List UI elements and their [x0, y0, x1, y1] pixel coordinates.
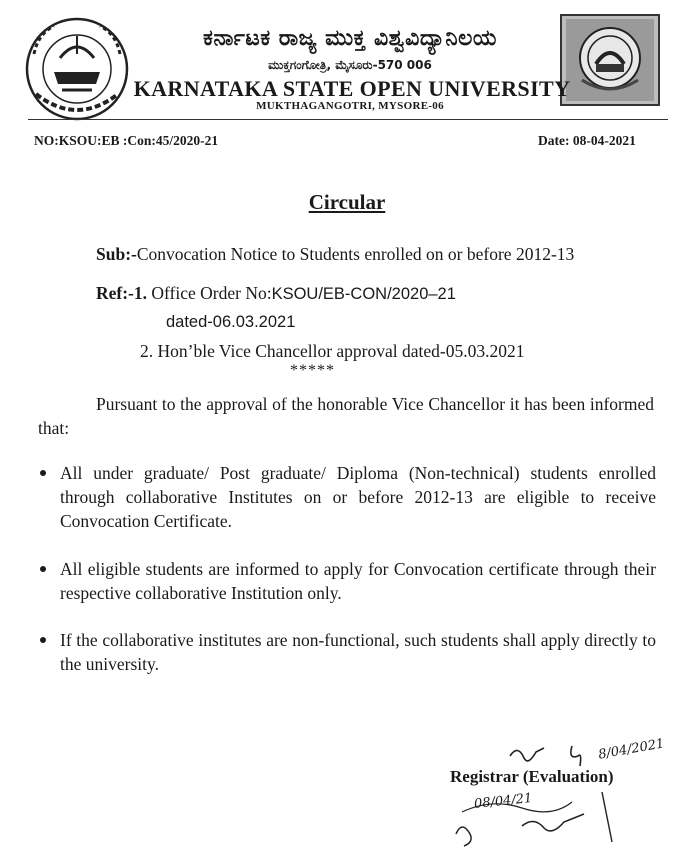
list-item: All eligible students are informed to apply for Convocation certificate through their respective collaborative Institution only.: [60, 559, 656, 603]
list-item: All under graduate/ Post graduate/ Diploma (Non-technical) students enrolled through collaborative Institutes on or before 2012-13 are eligible to receive Convocation Certificate.: [60, 463, 656, 531]
university-seal-logo: [22, 14, 132, 124]
reference-1-prefix: Office Order No:: [151, 283, 272, 303]
handwritten-date-2: 08/04/21: [473, 790, 534, 813]
reference-1: [96, 281, 456, 306]
reference-label: Ref:-1.: [96, 283, 148, 303]
intro-paragraph: Pursuant to the approval of the honorable Vice Chancellor it has been informed that:: [38, 394, 654, 438]
page-title: Circular: [308, 190, 386, 214]
bullet-list-1: [60, 461, 656, 533]
subject-line: [96, 242, 574, 266]
signatory-designation: Registrar (Evaluation): [450, 767, 614, 786]
university-name-kannada: ಕರ್ನಾಟಕ ರಾಜ್ಯ ಮುಕ್ತ ವಿಶ್ವವಿದ್ಯಾನಿಲಯ: [203, 26, 497, 51]
subject-text: Convocation Notice to Students enrolled on or before 2012-13: [136, 244, 575, 264]
reference-1-code: KSOU/EB-CON/2020–21: [271, 285, 456, 303]
university-name: KARNATAKA STATE OPEN UNIVERSITY: [133, 76, 571, 101]
reference-2: 2. Hon’ble Vice Chancellor approval dated-05.03.2021: [140, 341, 525, 361]
list-item: If the collaborative institutes are non-functional, such students shall apply directly to the university.: [60, 630, 656, 674]
emblem-photo: [560, 14, 660, 106]
document-date: Date: 08-04-2021: [538, 133, 636, 148]
header-divider: [28, 119, 668, 120]
bullet-list-3: [60, 628, 656, 676]
university-address: MUKTHAGANGOTRI, MYSORE-06: [256, 100, 444, 112]
reference-number: NO:KSOU:EB :Con:45/2020-21: [34, 133, 219, 148]
reference-1-date: dated-06.03.2021: [166, 313, 296, 331]
subject-label: Sub:-: [96, 244, 137, 264]
handwritten-date: 8/04/2021: [597, 736, 666, 763]
university-address-kannada: ಮುಕ್ತಗಂಗೋತ್ರಿ, ಮೈಸೂರು-570 006: [268, 58, 432, 72]
bullet-list-2: [60, 557, 656, 605]
separator-stars: *****: [290, 362, 335, 379]
